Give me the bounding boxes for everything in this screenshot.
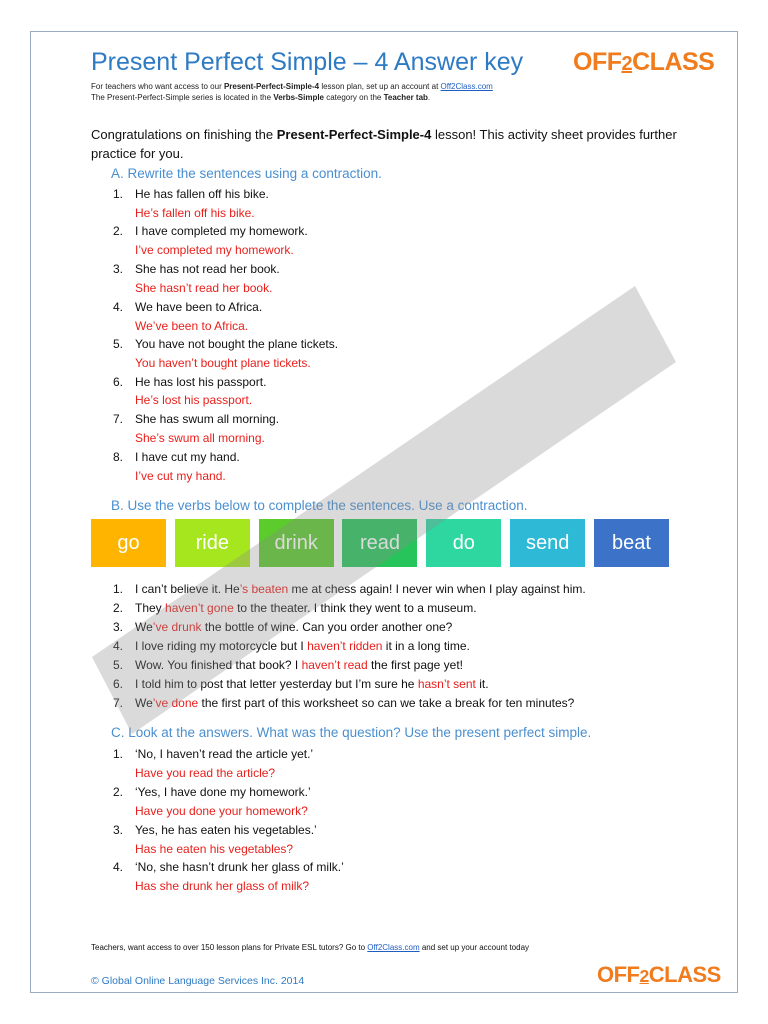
c-question-2: Have you done your homework? <box>135 804 308 818</box>
a-question-8: 8. I have cut my hand. <box>113 450 240 464</box>
verb-bank <box>91 519 669 567</box>
a-answer-5: You haven’t bought plane tickets. <box>135 356 311 370</box>
c-answer-given-3: 3. Yes, he has eaten his vegetables.’ <box>113 823 317 837</box>
off2class-footer-logo: OFF2CLASS <box>597 962 721 987</box>
section-b-heading: B. Use the verbs below to complete the sentences. Use a contraction. <box>111 498 528 513</box>
footer-off2class-link[interactable]: Off2Class.com <box>367 943 420 952</box>
b-sentence-2: 2. They haven’t gone to the theater. I think they went to a museum. <box>113 601 477 615</box>
page-title: Present Perfect Simple – 4 Answer key <box>91 48 524 76</box>
c-answer-given-4: 4. ‘No, she hasn’t drunk her glass of milk.’ <box>113 860 344 874</box>
c-question-1: Have you read the article? <box>135 766 276 780</box>
b-sentence-7: 7. We’ve done the first part of this worksheet so can we take a break for ten minutes? <box>113 696 575 710</box>
a-question-6: 6. He has lost his passport. <box>113 375 267 389</box>
c-answer-given-2: 2. ‘Yes, I have done my homework.’ <box>113 785 311 799</box>
a-answer-4: We’ve been to Africa. <box>135 319 249 333</box>
verb-read: read <box>342 519 417 567</box>
header-line-2: The Present-Perfect-Simple series is located in the Verbs-Simple category on the Teacher tab. <box>91 93 431 102</box>
off2class-logo: OFF2CLASS <box>573 48 715 76</box>
footer-note: Teachers, want access to over 150 lesson plans for Private ESL tutors? Go to Off2Class.com and set up your account today <box>91 943 530 952</box>
b-sentence-5: 5. Wow. You finished that book? I haven’t read the first page yet! <box>113 658 464 672</box>
a-answer-2: I’ve completed my homework. <box>135 243 294 257</box>
section-a-heading: A. Rewrite the sentences using a contraction. <box>111 166 382 181</box>
a-question-7: 7. She has swum all morning. <box>113 412 280 426</box>
c-question-4: Has she drunk her glass of milk? <box>135 879 310 893</box>
intro-paragraph: Congratulations on finishing the Present-Perfect-Simple-4 lesson! This activity sheet provides further practice for you. <box>91 127 677 161</box>
a-answer-8: I’ve cut my hand. <box>135 469 226 483</box>
verb-send: send <box>510 519 585 567</box>
off2class-link[interactable]: Off2Class.com <box>440 82 493 91</box>
a-question-2: 2. I have completed my homework. <box>113 224 308 238</box>
a-question-1: 1. He has fallen off his bike. <box>113 187 269 201</box>
verb-do: do <box>426 519 501 567</box>
b-sentence-1: 1. I can’t believe it. He’s beaten me at chess again! I never win when I play against him. <box>113 582 586 596</box>
section-c-heading: C. Look at the answers. What was the question? Use the present perfect simple. <box>111 725 592 740</box>
a-question-3: 3. She has not read her book. <box>113 262 280 276</box>
c-answer-given-1: 1. ‘No, I haven’t read the article yet.’ <box>113 747 314 761</box>
copyright: © Global Online Language Services Inc. 2014 <box>91 975 305 987</box>
a-answer-6: He’s lost his passport. <box>135 393 253 407</box>
a-answer-1: He’s fallen off his bike. <box>135 206 255 220</box>
verb-go: go <box>91 519 166 567</box>
verb-ride: ride <box>175 519 250 567</box>
verb-beat: beat <box>594 519 669 567</box>
b-sentence-4: 4. I love riding my motorcycle but I haven’t ridden it in a long time. <box>113 639 470 653</box>
a-answer-3: She hasn’t read her book. <box>135 281 273 295</box>
a-question-4: 4. We have been to Africa. <box>113 300 263 314</box>
c-question-3: Has he eaten his vegetables? <box>135 842 294 856</box>
a-answer-7: She’s swum all morning. <box>135 431 265 445</box>
header-line-1: For teachers who want access to our Present-Perfect-Simple-4 lesson plan, set up an account at Off2Class.com <box>91 82 493 91</box>
b-sentence-3: 3. We’ve drunk the bottle of wine. Can you order another one? <box>113 620 453 634</box>
b-sentence-6: 6. I told him to post that letter yesterday but I’m sure he hasn’t sent it. <box>113 677 489 691</box>
a-question-5: 5. You have not bought the plane tickets. <box>113 337 339 351</box>
verb-drink: drink <box>259 519 334 567</box>
